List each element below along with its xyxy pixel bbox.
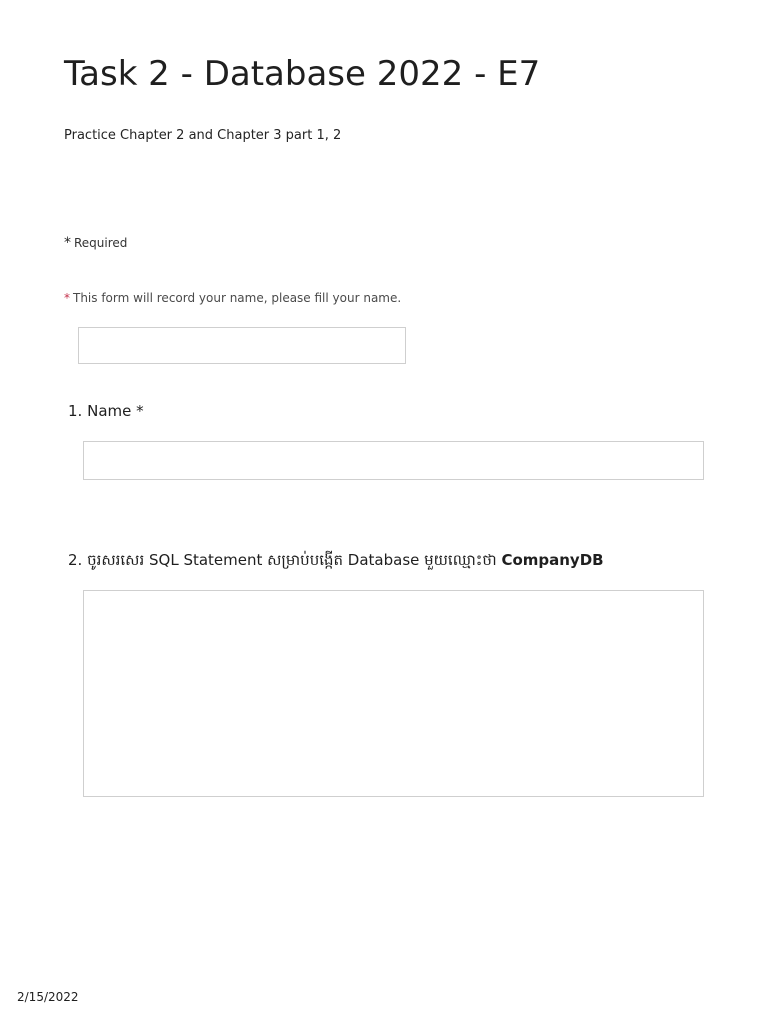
question-2-bold-label: CompanyDB	[501, 551, 604, 569]
name-input[interactable]	[83, 441, 704, 480]
question-1-title	[68, 402, 144, 420]
sql-statement-textarea[interactable]	[83, 590, 704, 797]
record-name-note	[64, 291, 401, 305]
footer-date: 2/15/2022	[17, 990, 79, 1004]
required-note	[64, 235, 127, 251]
question-2-number: 2.	[68, 551, 83, 569]
question-1-number: 1.	[68, 402, 83, 420]
question-1-required-mark: *	[136, 402, 144, 420]
required-label: Required	[74, 236, 128, 250]
form-title: Task 2 - Database 2022 - E7	[64, 54, 541, 94]
required-asterisk: *	[64, 235, 71, 251]
question-1-label: Name	[87, 402, 132, 420]
record-name-text: This form will record your name, please fill your name.	[73, 291, 402, 305]
record-required-asterisk: *	[64, 291, 70, 305]
question-2-label: ចូរសរសេរ SQL Statement សម្រាប់បង្កើត Database មួយឈ្មោះថា	[87, 551, 497, 569]
question-2-title	[68, 551, 604, 573]
record-name-input[interactable]	[78, 327, 406, 364]
form-description: Practice Chapter 2 and Chapter 3 part 1, 2	[64, 128, 342, 143]
